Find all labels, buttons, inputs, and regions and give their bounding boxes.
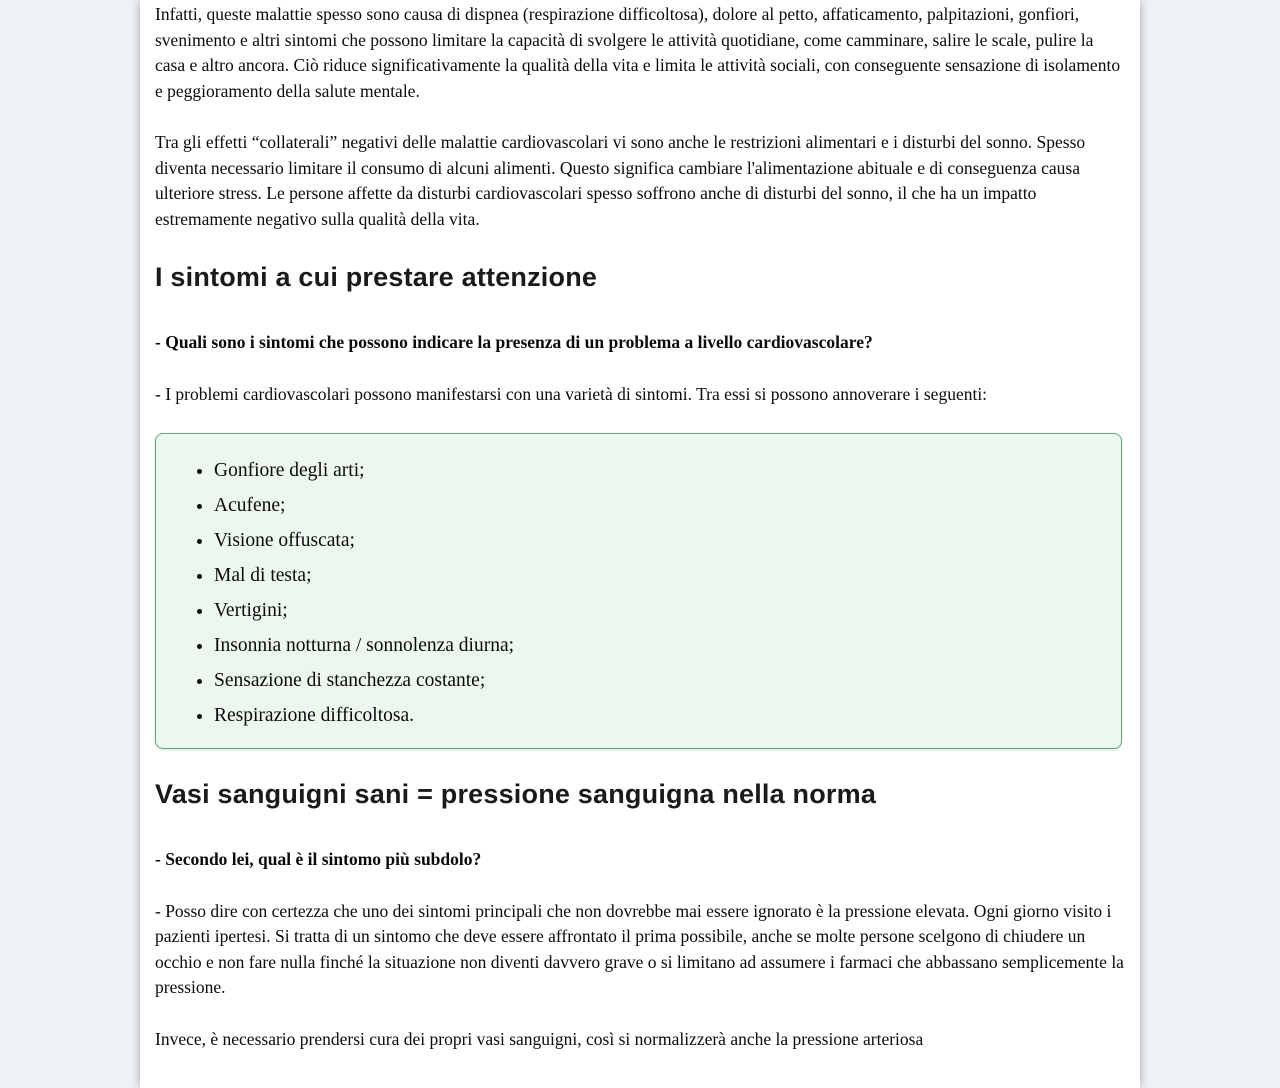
symptom-item: • Gonfiore degli arti;	[214, 453, 1101, 488]
section-heading-symptoms: I sintomi a cui prestare attenzione	[155, 262, 598, 292]
vessels-answer: - Posso dire con certezza che uno dei sintomi principali che non dovrebbe mai essere ignorato è la pressione elevata. Ogni giorno visito i pazienti ipertesi. Si tratta di un sintomo che deve essere affrontato il prima possibile, anche se molte persone scelgono di chiudere un occhio e non fare nulla finché la situazione non diventi davvero grave o si limitano ad assumere i farmaci che abbassano semplicemente la pressione.	[155, 900, 1124, 997]
symptom-item: • Insonnia notturna / sonnolenza diurna;	[214, 628, 1101, 663]
symptom-item: • Mal di testa;	[214, 558, 1101, 593]
section-heading-vessels: Vasi sanguigni sani = pressione sanguigna nella norma	[155, 779, 877, 809]
symptoms-answer-intro: - I problemi cardiovascolari possono manifestarsi con una varietà di sintomi. Tra essi si possono annoverare i seguenti:	[155, 383, 988, 404]
article-content	[140, 0, 1140, 1088]
symptom-item: • Respirazione difficoltosa.	[214, 698, 1101, 733]
intro-paragraph-1: Infatti, queste malattie spesso sono causa di dispnea (respirazione difficoltosa), dolore al petto, affaticamento, palpitazioni, gonfiori, svenimento e altri sintomi che possono limitare la capacità di svolgere le attività quotidiane, come camminare, salire le scale, pulire la casa e altro ancora. Ciò riduce significativamente la qualità della vita e limita le attività sociali, con conseguente sensazione di isolamento e peggioramento della salute mentale.	[155, 4, 1121, 101]
symptom-list-box	[155, 433, 1122, 749]
vessels-closing: Invece, è necessario prendersi cura dei propri vasi sanguigni, così si normalizzerà anche la pressione arteriosa	[155, 1028, 924, 1049]
symptom-item: • Vertigini;	[214, 593, 1101, 628]
symptom-item: • Visione offuscata;	[214, 523, 1101, 558]
intro-paragraph-2: Tra gli effetti “collaterali” negativi delle malattie cardiovascolari vi sono anche le restrizioni alimentari e i disturbi del sonno. Spesso diventa necessario limitare il consumo di alcuni alimenti. Questo significa cambiare l'alimentazione abituale e di conseguenza causa ulteriore stress. Le persone affette da disturbi cardiovascolari spesso soffrono anche di disturbi del sonno, il che ha un impatto estremamente negativo sulla qualità della vita.	[155, 132, 1086, 229]
vessels-question: - Secondo lei, qual è il sintomo più subdolo?	[155, 849, 482, 869]
symptom-list	[176, 453, 1101, 733]
symptom-item: • Sensazione di stanchezza costante;	[214, 663, 1101, 698]
symptom-item: • Acufene;	[214, 488, 1101, 523]
symptoms-question: - Quali sono i sintomi che possono indicare la presenza di un problema a livello cardiovascolare?	[155, 332, 873, 352]
